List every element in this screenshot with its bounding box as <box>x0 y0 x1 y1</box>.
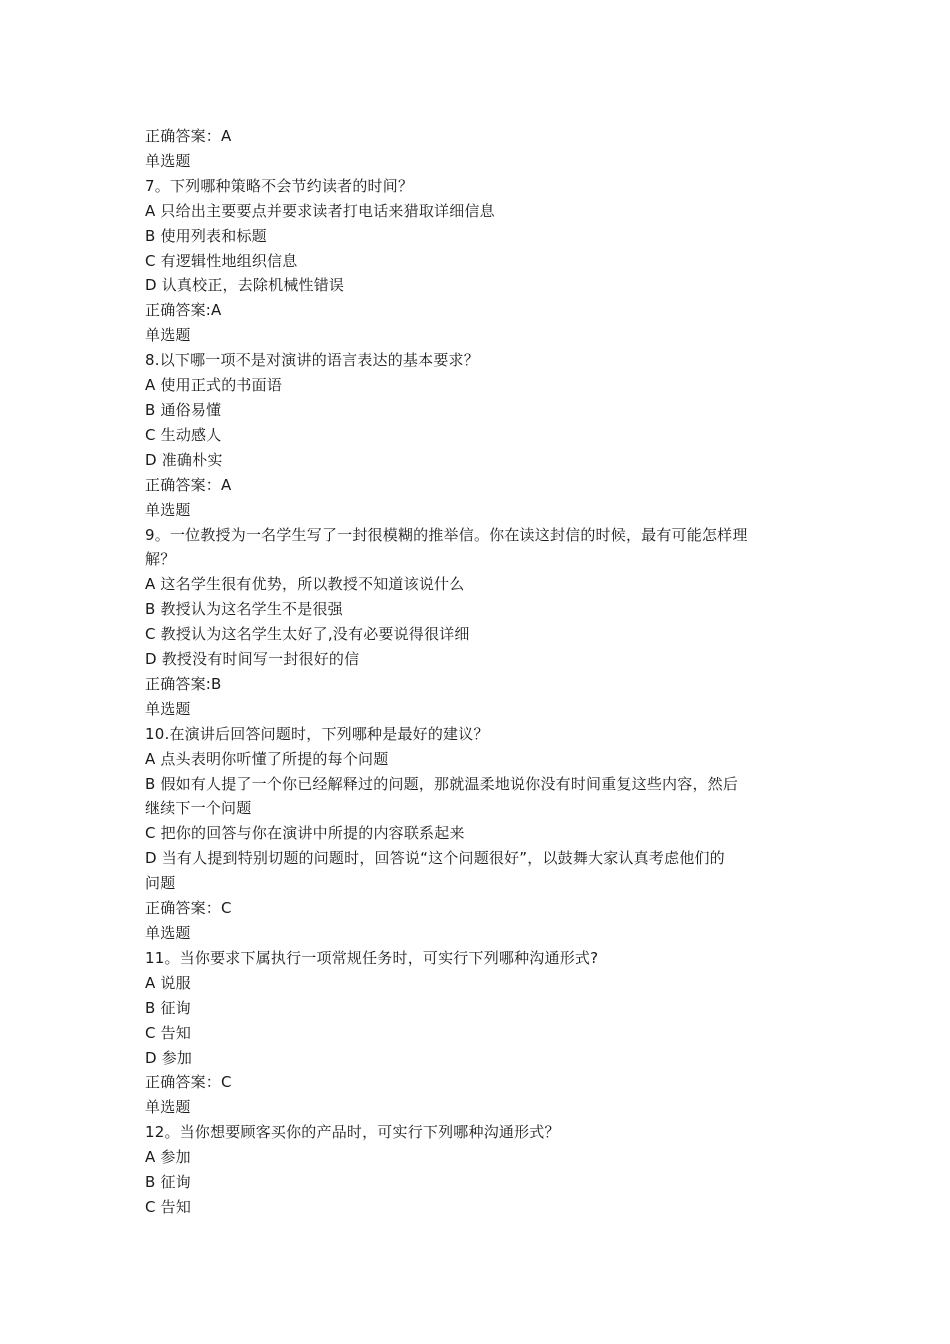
option-b: B 通俗易懂 <box>145 400 222 419</box>
option-d: D 当有人提到特别切题的问题时，回答说“这个问题很好”，以鼓舞大家认真考虑他们的 <box>145 849 725 868</box>
option-a: A 说服 <box>145 973 191 992</box>
option-c: C 教授认为这名学生太好了,没有必要说得很详细 <box>145 625 470 644</box>
option-c: C 告知 <box>145 1197 192 1216</box>
option-d: D 教授没有时间写一封很好的信 <box>145 650 360 669</box>
option-c: C 把你的回答与你在演讲中所提的内容联系起来 <box>145 824 465 843</box>
option-b: B 征询 <box>145 1173 191 1192</box>
answer-line: 正确答案：C <box>145 899 232 918</box>
question-8: 8.以下哪一项不是对演讲的语言表达的基本要求？ <box>145 351 479 370</box>
option-a: A 参加 <box>145 1148 191 1167</box>
option-a: A 点头表明你听懂了所提的每个问题 <box>145 749 389 768</box>
option-a: A 使用正式的书面语 <box>145 376 283 395</box>
document-body <box>145 124 810 1220</box>
option-b: B 使用列表和标题 <box>145 226 267 245</box>
option-c: C 告知 <box>145 1023 192 1042</box>
question-type: 单选题 <box>145 924 191 942</box>
answer-line: 正确答案：A <box>145 127 232 145</box>
option-d: D 参加 <box>145 1048 193 1067</box>
question-type: 单选题 <box>145 699 191 718</box>
question-type: 单选题 <box>145 1098 191 1117</box>
question-9: 9。一位教授为一名学生写了一封很模糊的推举信。你在读这封信的时候，最有可能怎样理 <box>145 525 748 544</box>
option-d: D 准确朴实 <box>145 450 223 469</box>
question-12: 12。当你想要顾客买你的产品时，可实行下列哪种沟通形式？ <box>145 1123 560 1142</box>
option-c: C 有逻辑性地组织信息 <box>145 251 298 270</box>
question-7: 7。下列哪种策略不会节约读者的时间？ <box>145 176 414 195</box>
answer-line: 正确答案：A <box>145 475 232 494</box>
question-11: 11。当你要求下属执行一项常规任务时，可实行下列哪种沟通形式? <box>145 948 599 967</box>
option-d: D 认真校正，去除机械性错误 <box>145 276 345 295</box>
option-a: A 只给出主要要点并要求读者打电话来猎取详细信息 <box>145 201 495 220</box>
answer-line: 正确答案:B <box>145 674 222 693</box>
question-type: 单选题 <box>145 500 191 519</box>
question-9-continued: 解？ <box>145 550 176 569</box>
option-c: C 生动感人 <box>145 425 222 444</box>
answer-line: 正确答案：C <box>145 1073 232 1092</box>
option-b-continued: 继续下一个问题 <box>145 799 252 818</box>
question-type: 单选题 <box>145 151 191 170</box>
option-a: A 这名学生很有优势，所以教授不知道该说什么 <box>145 575 465 594</box>
question-type: 单选题 <box>145 326 191 345</box>
option-b: B 假如有人提了一个你已经解释过的问题，那就温柔地说你没有时间重复这些内容，然后 <box>145 774 739 793</box>
option-b: B 教授认为这名学生不是很强 <box>145 600 343 619</box>
option-d-continued: 问题 <box>145 874 176 893</box>
answer-line: 正确答案:A <box>145 301 222 320</box>
question-10: 10.在演讲后回答问题时，下列哪种是最好的建议？ <box>145 724 489 743</box>
option-b: B 征询 <box>145 998 191 1017</box>
